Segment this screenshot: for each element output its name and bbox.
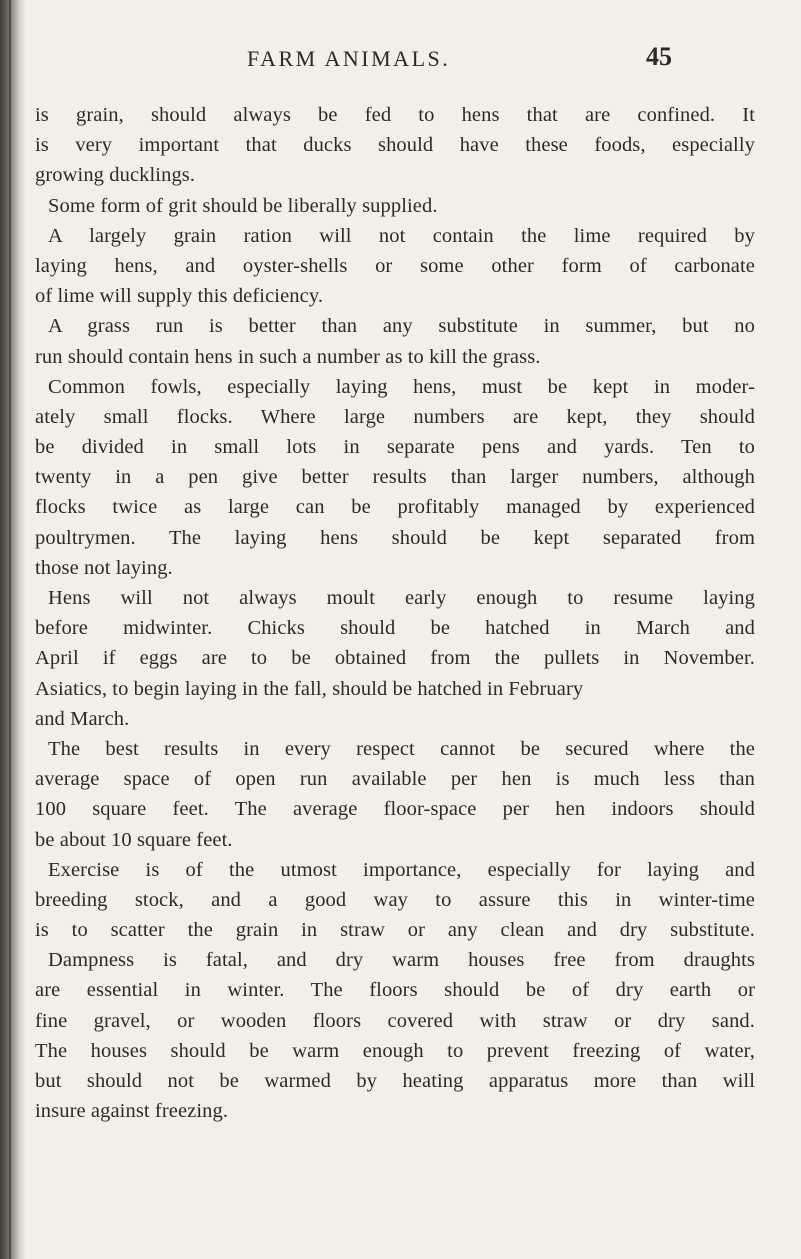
text-line: Exercise is of the utmost importance, especially for laying and	[48, 858, 755, 881]
text-line: Common fowls, especially laying hens, must be kept in moder-	[48, 375, 755, 398]
text-line: The houses should be warm enough to prevent freezing of water,	[35, 1039, 755, 1062]
text-line: are essential in winter. The floors should be of dry earth or	[35, 979, 755, 1002]
text-line: growing ducklings.	[35, 164, 196, 187]
text-line: poultrymen. The laying hens should be kept separated from	[35, 526, 755, 549]
text-line: Some form of grit should be liberally supplied.	[48, 194, 438, 217]
text-line: but should not be warmed by heating apparatus more than will	[35, 1070, 755, 1092]
binding-edge	[9, 0, 11, 1259]
text-line: is grain, should always be fed to hens that are confined. It	[35, 104, 755, 126]
text-line: Asiatics, to begin laying in the fall, should be hatched in February	[35, 677, 584, 700]
text-line: before midwinter. Chicks should be hatched in March and	[35, 617, 755, 640]
binding-shadow	[0, 0, 26, 1259]
text-line: those not laying.	[35, 556, 173, 579]
running-title: FARM ANIMALS.	[247, 46, 451, 71]
page-number: 45	[646, 42, 672, 71]
text-line: April if eggs are to be obtained from the pullets in November.	[35, 647, 755, 670]
text-line: laying hens, and oyster-shells or some other form of carbonate	[35, 254, 755, 277]
text-line: be divided in small lots in separate pens and yards. Ten to	[35, 436, 755, 459]
text-line: insure against freezing.	[35, 1100, 229, 1123]
text-line: and March.	[35, 707, 130, 730]
text-line: average space of open run available per hen is much less than	[35, 768, 755, 791]
text-line: of lime will supply this deficiency.	[35, 285, 324, 308]
text-line: A grass run is better than any substitute in summer, but no	[48, 315, 755, 338]
text-line: twenty in a pen give better results than larger numbers, although	[35, 466, 755, 489]
text-line: The best results in every respect cannot be secured where the	[48, 737, 755, 760]
text-line: be about 10 square feet.	[35, 828, 233, 851]
text-line: Dampness is fatal, and dry warm houses free from draughts	[48, 949, 755, 972]
text-line: Hens will not always moult early enough to resume laying	[48, 587, 755, 609]
text-line: ately small flocks. Where large numbers are kept, they should	[35, 405, 755, 428]
text-line: is to scatter the grain in straw or any clean and dry substitute.	[35, 919, 755, 942]
page-header	[0, 40, 801, 80]
text-line: fine gravel, or wooden floors covered with straw or dry sand.	[35, 1009, 755, 1032]
text-line: A largely grain ration will not contain the lime required by	[48, 224, 755, 247]
text-line: breeding stock, and a good way to assure this in winter-time	[35, 888, 755, 911]
text-line: run should contain hens in such a number as to kill the grass.	[35, 345, 541, 368]
text-line: is very important that ducks should have these foods, especially	[35, 134, 755, 157]
text-line: flocks twice as large can be profitably managed by experienced	[35, 496, 755, 519]
text-line: 100 square feet. The average floor-space per hen indoors should	[35, 798, 755, 821]
body-text	[35, 100, 755, 1126]
